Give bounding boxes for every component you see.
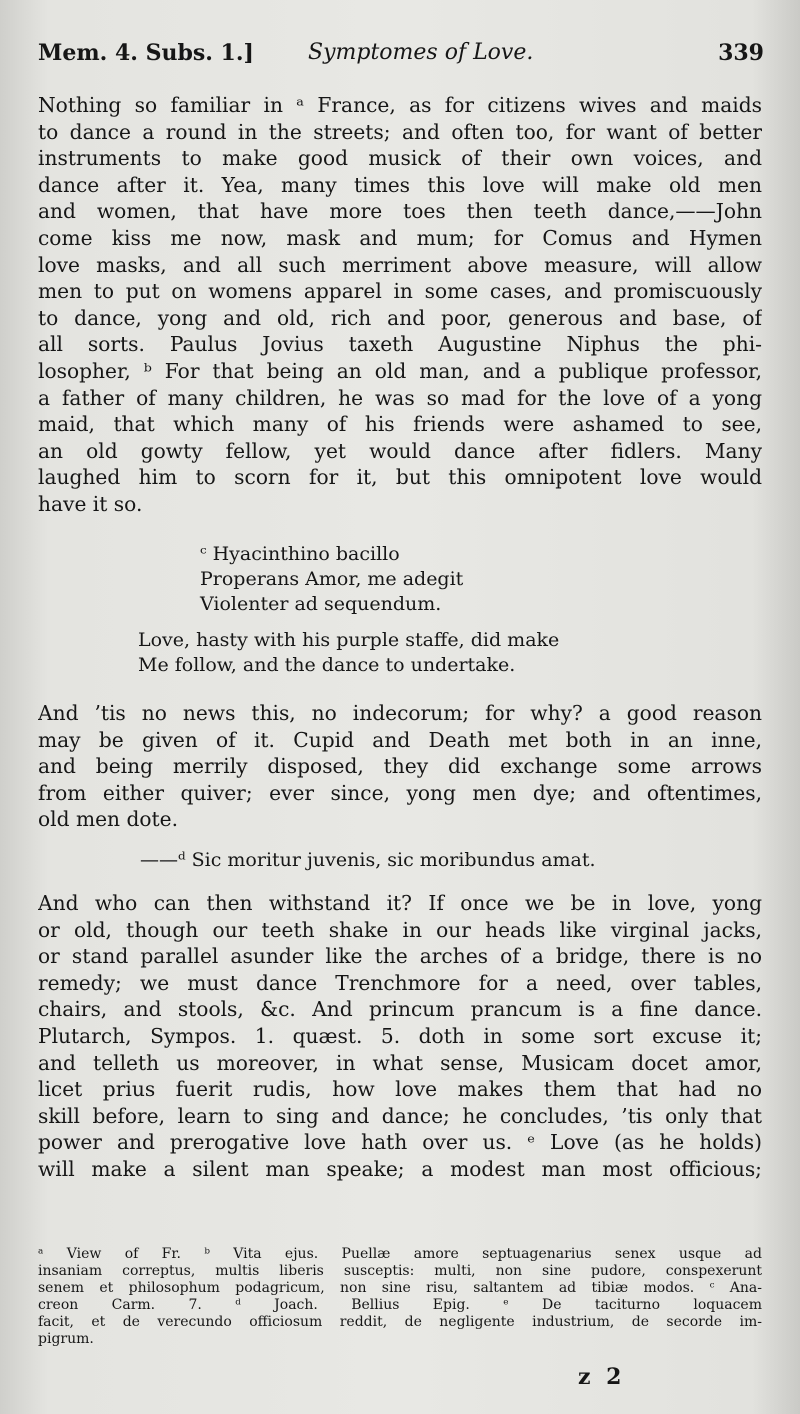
verse-line: ᶜ Hyacinthino bacillo	[200, 543, 400, 565]
text-line: or old, though our teeth shake in our heads like virginal jacks,	[38, 917, 762, 942]
text-line: may be given of it. Cupid and Death met both in an inne,	[38, 727, 762, 752]
paragraph-1	[38, 92, 762, 518]
text-line: laughed him to scorn for it, but this omnipotent love would	[38, 465, 762, 490]
footnote-line: pigrum.	[38, 1331, 94, 1347]
text-line: have it so.	[38, 491, 143, 516]
section-reference: Mem. 4. Subs. 1.]	[38, 40, 254, 66]
text-line: instruments to make good musick of their own voices, and	[38, 146, 762, 171]
text-line: chairs, and stools, &c. And princum prancum is a fine dance.	[38, 997, 762, 1022]
quoted-verse: ——ᵈ Sic moritur juvenis, sic moribundus amat.	[140, 849, 596, 871]
text-line: to dance, yong and old, rich and poor, generous and base, of	[38, 305, 762, 330]
footnote-line: facit, et de verecundo officiosum reddit, de negligente industrium, de secorde im-	[38, 1314, 762, 1330]
running-title: Symptomes of Love.	[308, 40, 534, 65]
text-line: from either quiver; ever since, yong men dye; and oftentimes,	[38, 780, 762, 805]
text-line: Plutarch, Sympos. 1. quæst. 5. doth in some sort excuse it;	[38, 1023, 762, 1048]
text-line: all sorts. Paulus Jovius taxeth Augustine Niphus the phi-	[38, 332, 762, 357]
text-line: or stand parallel asunder like the arches of a bridge, there is no	[38, 944, 762, 969]
text-line: power and prerogative love hath over us. ᵉ Love (as he holds)	[38, 1130, 762, 1155]
signature-mark: z 2	[578, 1364, 626, 1390]
verse-line: Me follow, and the dance to undertake.	[138, 654, 516, 676]
paragraph-2	[38, 700, 762, 833]
english-verse	[138, 628, 559, 678]
text-line: Nothing so familiar in ᵃ France, as for citizens wives and maids	[38, 93, 762, 117]
footnote-line: creon Carm. 7. ᵈ Joach. Bellius Epig. ᵉ De taciturno loquacem	[38, 1297, 762, 1313]
text-line: losopher, ᵇ For that being an old man, and a publique professor,	[38, 358, 762, 383]
text-line: dance after it. Yea, many times this love will make old men	[38, 172, 762, 197]
footnote-line: ᵃ View of Fr. ᵇ Vita ejus. Puellæ amore septuagenarius senex usque ad	[38, 1246, 762, 1262]
text-line: skill before, learn to sing and dance; he concludes, ’tis only that	[38, 1103, 762, 1128]
verse-line: Love, hasty with his purple staffe, did make	[138, 629, 560, 651]
text-line: come kiss me now, mask and mum; for Comus and Hymen	[38, 225, 762, 250]
text-line: maid, that which many of his friends were ashamed to see,	[38, 412, 762, 437]
text-line: old men dote.	[38, 807, 179, 832]
text-line: remedy; we must dance Trenchmore for a need, over tables,	[38, 970, 762, 995]
text-line: and being merrily disposed, they did exchange some arrows	[38, 754, 762, 779]
page-number: 339	[718, 40, 764, 66]
text-line: to dance a round in the streets; and often too, for want of better	[38, 119, 762, 144]
text-line: licet prius fuerit rudis, how love makes them that had no	[38, 1077, 762, 1102]
text-line: and women, that have more toes then teeth dance,——John	[38, 199, 762, 224]
footnote-line: insaniam correptus, multis liberis susceptis: multi, non sine pudore, conspexerunt	[38, 1263, 762, 1279]
text-line: will make a silent man speake; a modest man most officious;	[38, 1156, 762, 1181]
footnotes	[38, 1246, 762, 1348]
text-line: and telleth us moreover, in what sense, Musicam docet amor,	[38, 1050, 762, 1075]
text-line: a father of many children, he was so mad for the love of a yong	[38, 385, 762, 410]
running-header	[38, 38, 764, 74]
text-line: an old gowty fellow, yet would dance after fidlers. Many	[38, 438, 762, 463]
text-line: love masks, and all such merriment above measure, will allow	[38, 252, 762, 277]
text-line: men to put on womens apparel in some cases, and promiscuously	[38, 279, 762, 304]
footnote-line: senem et philosophum podagricum, non sine risu, saltantem ad tibiæ modos. ᶜ Ana-	[38, 1280, 762, 1296]
verse-line: Properans Amor, me adegit	[200, 568, 464, 590]
latin-verse	[200, 542, 463, 617]
paragraph-3	[38, 890, 762, 1183]
text-line: And ’tis no news this, no indecorum; for why? a good reason	[38, 701, 762, 725]
text-line: And who can then withstand it? If once we be in love, yong	[38, 891, 762, 915]
verse-line: Violenter ad sequendum.	[200, 593, 442, 615]
